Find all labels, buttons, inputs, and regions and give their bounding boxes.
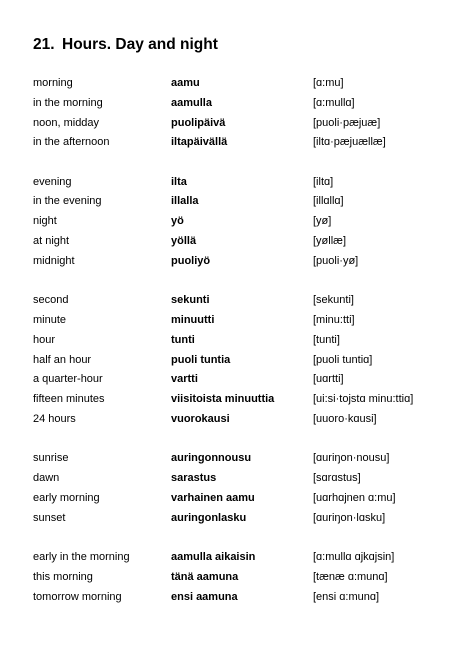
pronunciation: [iltɑ] [313, 175, 334, 188]
vocabulary-row [0, 114, 474, 134]
finnish-term: sekunti [171, 294, 210, 307]
finnish-term: auringonlasku [171, 511, 247, 524]
vocabulary-list [0, 74, 474, 627]
vocabulary-row [0, 94, 474, 114]
english-term: early morning [33, 491, 100, 504]
vocabulary-group [0, 449, 474, 528]
finnish-term: vuorokausi [171, 412, 230, 425]
pronunciation: [ui:si·tojstɑ minu:ttiɑ] [313, 393, 414, 406]
vocabulary-row [0, 291, 474, 311]
pronunciation: [iltɑ·pæjuællæ] [313, 136, 386, 149]
finnish-term: varhainen aamu [171, 491, 255, 504]
vocabulary-row [0, 173, 474, 193]
finnish-term: auringonnousu [171, 452, 252, 465]
finnish-term: aamulla [171, 96, 212, 109]
pronunciation: [sekunti] [313, 294, 354, 307]
finnish-term: tänä aamuna [171, 570, 239, 583]
finnish-term: illalla [171, 195, 199, 208]
pronunciation: [sɑrɑstus] [313, 472, 361, 485]
english-term: dawn [33, 472, 60, 485]
english-term: sunrise [33, 452, 69, 465]
vocabulary-row [0, 469, 474, 489]
vocabulary-row [0, 588, 474, 608]
pronunciation: [ɑuriŋon·lɑsku] [313, 511, 386, 524]
finnish-term: aamulla aikaisin [171, 550, 256, 563]
english-term: 24 hours [33, 412, 76, 425]
finnish-term: puolipäivä [171, 116, 226, 129]
english-term: sunset [33, 511, 66, 524]
english-term: night [33, 215, 57, 228]
vocabulary-row [0, 331, 474, 351]
finnish-term: vartti [171, 373, 198, 386]
section-title: Hours. Day and night [62, 36, 218, 53]
vocabulary-group [0, 74, 474, 153]
vocabulary-row [0, 351, 474, 371]
english-term: in the evening [33, 195, 102, 208]
vocabulary-row [0, 489, 474, 509]
pronunciation: [ɑ:mullɑ] [313, 96, 355, 109]
pronunciation: [uɑrtti] [313, 373, 344, 386]
english-term: a quarter-hour [33, 373, 103, 386]
vocabulary-row [0, 133, 474, 153]
finnish-term: tunti [171, 333, 195, 346]
finnish-term: puoli tuntia [171, 353, 231, 366]
vocabulary-row [0, 410, 474, 430]
pronunciation: [yøllæ] [313, 235, 346, 248]
pronunciation: [yø] [313, 215, 332, 228]
pronunciation: [tænæ ɑ:munɑ] [313, 570, 388, 583]
english-term: half an hour [33, 353, 92, 366]
vocabulary-group [0, 291, 474, 430]
finnish-term: yöllä [171, 235, 197, 248]
english-term: in the morning [33, 96, 103, 109]
pronunciation: [puoli tuntiɑ] [313, 353, 373, 366]
english-term: early in the morning [33, 550, 130, 563]
vocabulary-row [0, 509, 474, 529]
vocabulary-group [0, 548, 474, 607]
pronunciation: [ɑ:mu] [313, 77, 344, 89]
finnish-term: sarastus [171, 472, 217, 485]
pronunciation: [puoli·pæjuæ] [313, 116, 381, 129]
finnish-term: ensi aamuna [171, 590, 238, 603]
vocabulary-row [0, 449, 474, 469]
section-number: 21. [33, 36, 55, 53]
english-term: at night [33, 235, 70, 248]
pronunciation: [tunti] [313, 333, 340, 346]
finnish-term: aamu [171, 77, 200, 89]
finnish-term: viisitoista minuuttia [171, 393, 275, 406]
pronunciation: [uuoro·kɑusi] [313, 412, 377, 425]
pronunciation: [puoli·yø] [313, 254, 359, 267]
english-term: in the afternoon [33, 136, 110, 149]
english-term: fifteen minutes [33, 393, 105, 406]
vocabulary-row [0, 192, 474, 212]
vocabulary-row [0, 370, 474, 390]
english-term: midnight [33, 254, 75, 267]
finnish-term: iltapäivällä [171, 136, 228, 149]
vocabulary-row [0, 390, 474, 410]
finnish-term: puoliyö [171, 254, 211, 267]
english-term: second [33, 294, 69, 307]
pronunciation: [ɑ:mullɑ ɑjkɑjsin] [313, 550, 395, 563]
finnish-term: yö [171, 215, 184, 228]
pronunciation: [minu:tti] [313, 313, 355, 326]
vocabulary-row [0, 212, 474, 232]
vocabulary-group [0, 173, 474, 272]
english-term: noon, midday [33, 116, 100, 129]
pronunciation: [illɑllɑ] [313, 195, 344, 208]
vocabulary-row [0, 311, 474, 331]
english-term: this morning [33, 570, 93, 583]
finnish-term: ilta [171, 175, 187, 188]
finnish-term: minuutti [171, 313, 215, 326]
english-term: evening [33, 175, 72, 188]
english-term: minute [33, 313, 67, 326]
pronunciation: [uɑrhɑjnen ɑ:mu] [313, 491, 396, 504]
english-term: hour [33, 333, 56, 346]
page-title [33, 36, 218, 54]
pronunciation: [ensi ɑ:munɑ] [313, 590, 380, 603]
pronunciation: [ɑuriŋon·nousu] [313, 452, 390, 465]
english-term: tomorrow morning [33, 590, 122, 603]
vocabulary-row [0, 232, 474, 252]
vocabulary-row [0, 74, 474, 94]
vocabulary-row [0, 252, 474, 272]
vocabulary-row [0, 548, 474, 568]
english-term: morning [33, 77, 73, 89]
vocabulary-row [0, 568, 474, 588]
